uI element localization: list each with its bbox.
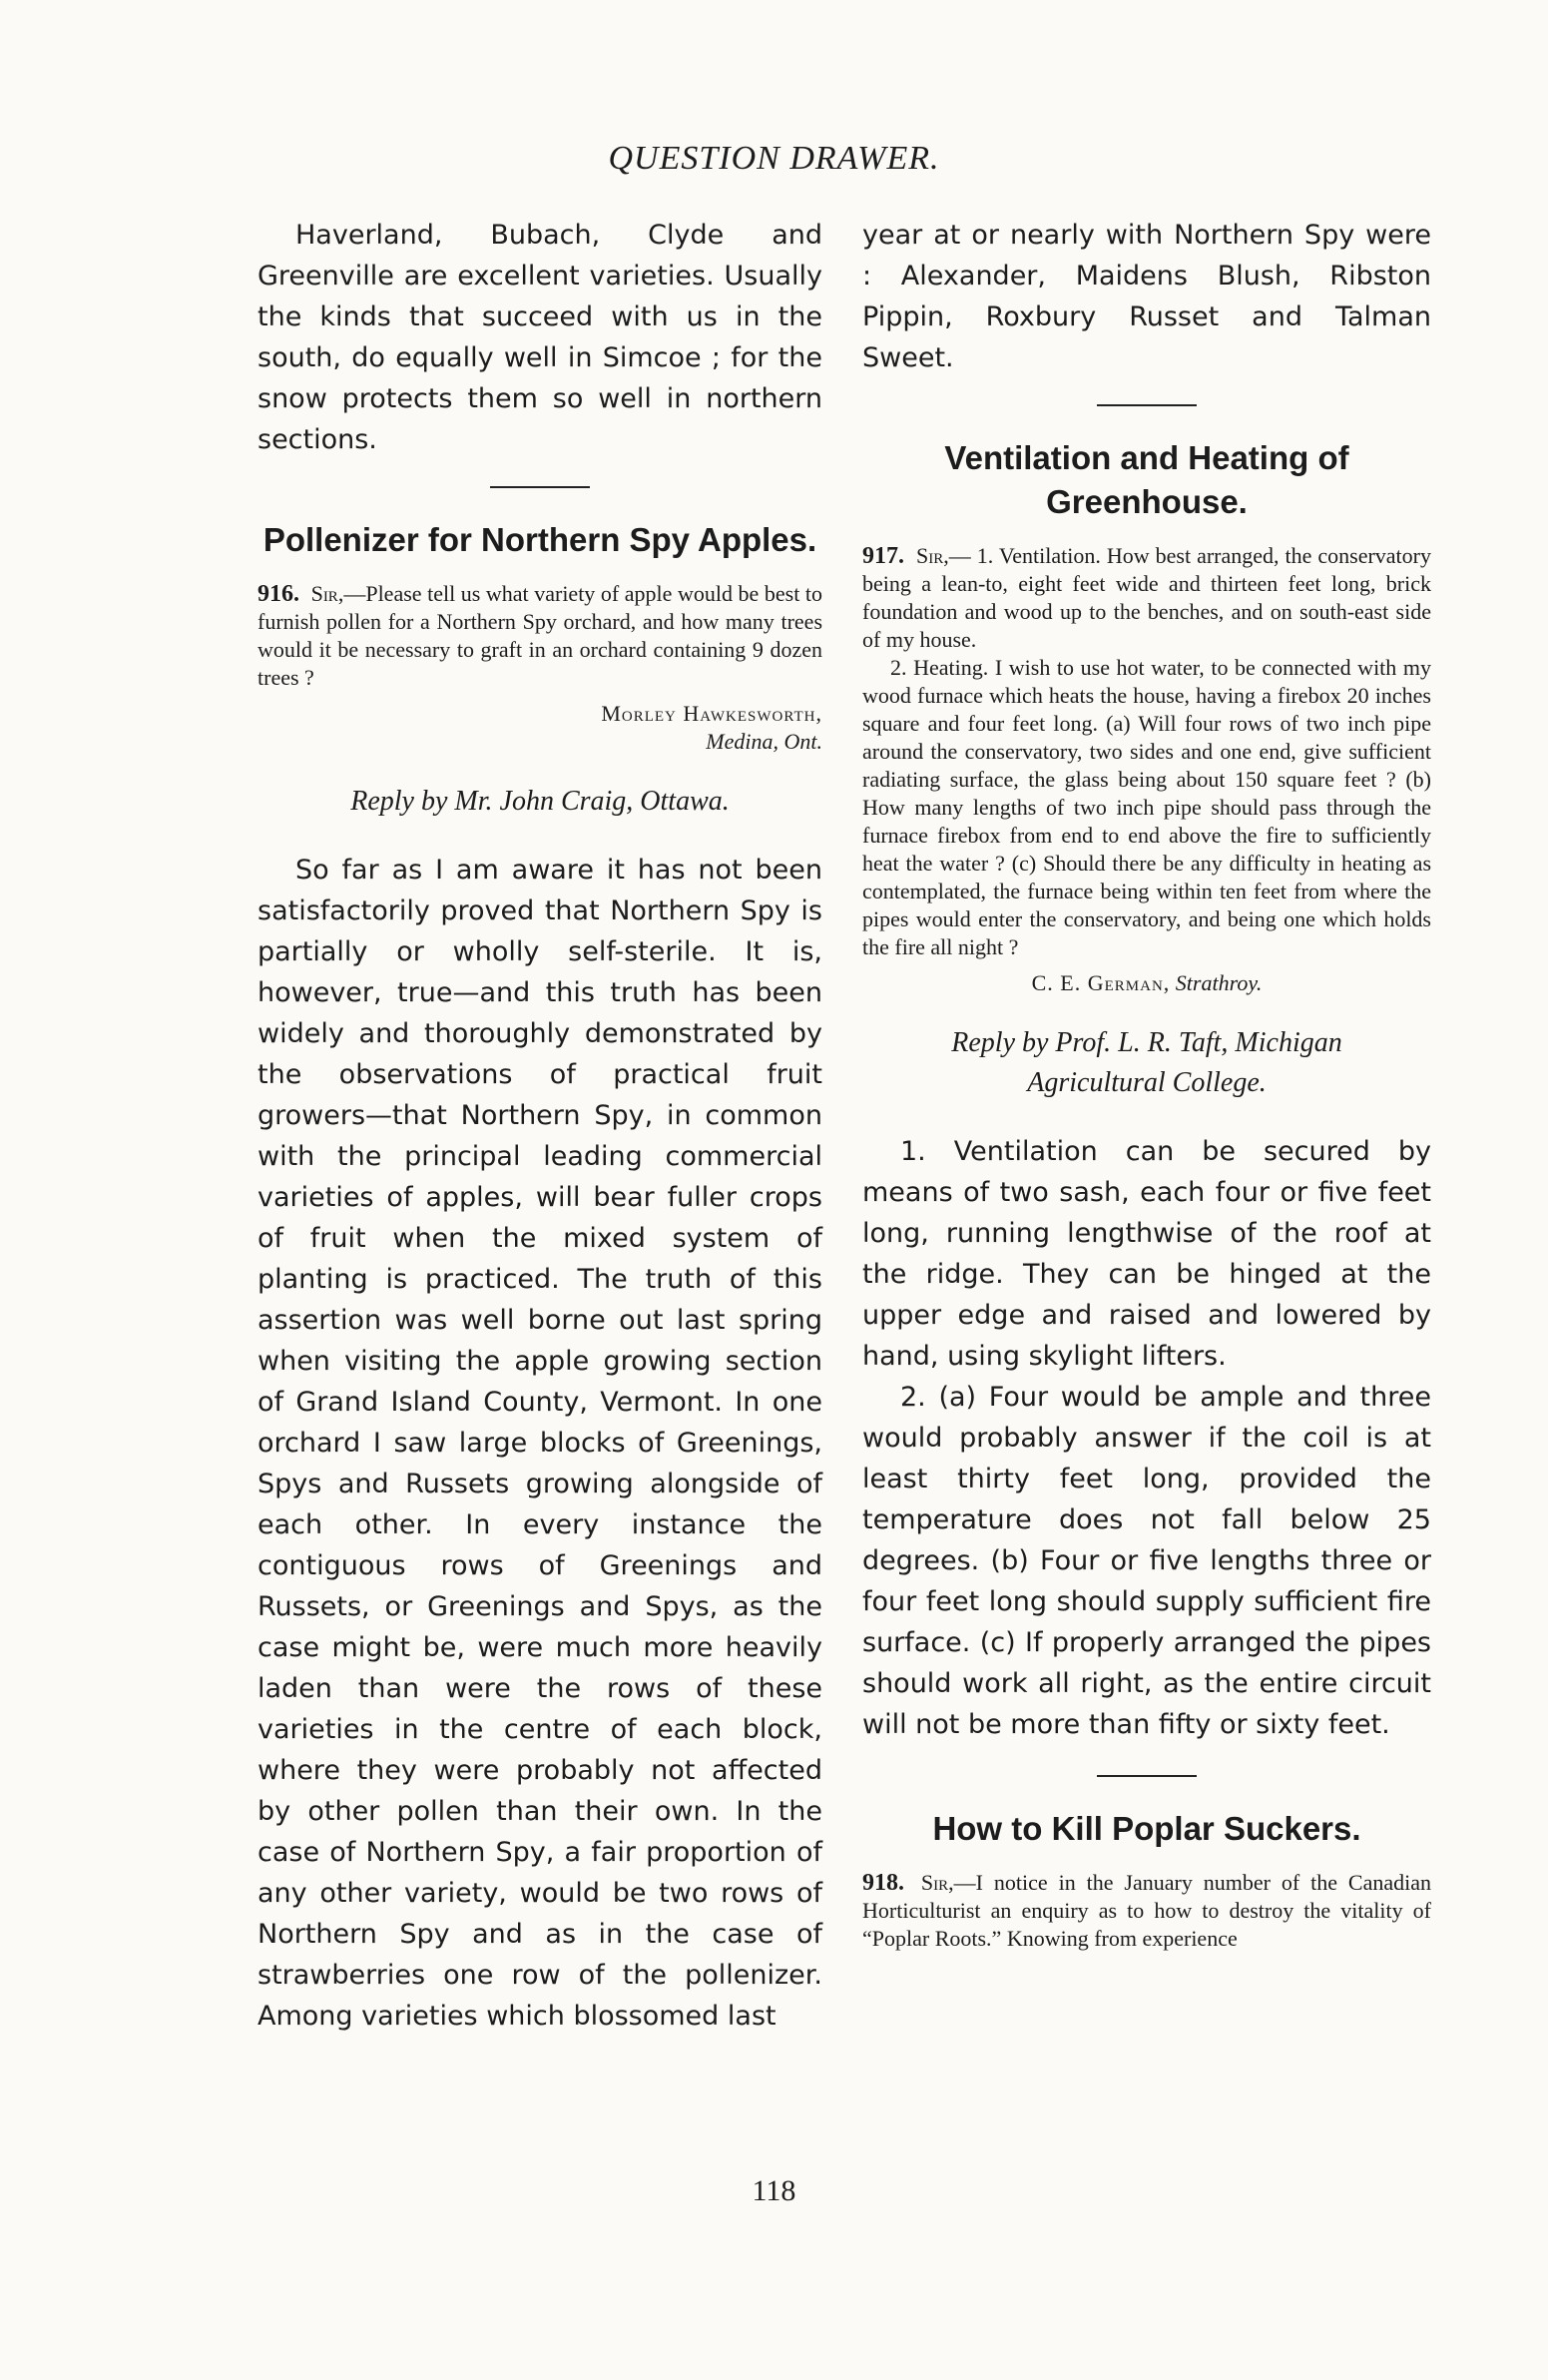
q918-salutation: Sir, [920,1870,954,1895]
section-divider [1097,1775,1197,1777]
q916-reply-paragraph: So far as I am aware it has not been satisfactorily proved that Northern Spy is partially or wholly self-sterile. It is, however, true—and this truth has been widely and thoroughly demonstrated by the observations of practical fruit growers—that Northern Spy, in common with the principal leading commercial varieties of apples, will bear fuller crops of fruit when the mixed system of planting is practiced. The truth of this assertion was well borne out last spring when visiting the apple growing section of Grand Island County, Vermont. In one orchard I saw large blocks of Greenings, Spys and Russets growing alongside of each other. In every instance the contiguous rows of Greenings and Russets, or Greenings and Spys, as the case might be, were much more heavily laden than were the rows of these varieties in the centre of each block, where they were probably not affected by other pollen than their own. In the case of Northern Spy, a fair proportion of any other variety, would be two rows of Northern Spy and as in the case of strawberries one row of the pollenizer. Among varieties which blossomed last [258,855,822,2032]
q916-salutation: Sir, [310,581,344,606]
q917-reply-para1: 1. Ventilation can be secured by means of two sash, each four or five feet long, running lengthwise of the roof at the ridge. They can be hinged at the upper edge and raised and lowered by hand, using skylight lifters. [862,1136,1431,1372]
section-divider [490,486,590,488]
q917-signature-name: C. E. German, [1031,970,1171,995]
q917-letter-part2: 2. Heating. I wish to use hot water, to be connected with my wood furnace which heats the house, having a firebox 20 inches square and four feet long. (a) Will four rows of two inch pipe around the conservatory, two sides and one end, give sufficient radiating surface, the glass being about 150 square feet ? (b) How many lengths of two inch pipe should pass through the furnace firebox from end to end above the fire to sufficiently heat the water ? (c) Should there be any difficulty in heating as contemplated, the furnace being within ten feet from where the pipes would enter the conservatory, and being one which holds the fire all night ? [862,655,1431,959]
q917-signature [862,969,1431,997]
q916-letter-text: —Please tell us what variety of apple would be best to furnish pollen for a Northern Spy orchard, and how many trees would it be necessary to graft in an orchard containing 9 dozen trees ? [258,581,823,690]
q916-signature-name: Morley Hawkesworth, [601,701,822,726]
q917-signature-place: Strathroy. [1175,970,1263,995]
q918-letter-text: —I notice in the January number of the Canadian Horticulturist an enquiry as to how to destroy the vitality of “Poplar Roots.” Knowing from experience [862,1870,1431,1951]
continued-paragraph: year at or nearly with Northern Spy were : Alexander, Maidens Blush, Ribston Pippin, Roxbury Russet and Talman Sweet. [862,220,1431,373]
q917-reply-para2: 2. (a) Four would be ample and three would probably answer if the coil is at least thirty feet long, provided the temperature does not fall below 25 degrees. (b) Four or five lengths three or four feet long should supply sufficient fire surface. (c) If properly arranged the pipes should work all right, as the entire circuit will not be more than fifty or sixty feet. [862,1382,1431,1740]
section-divider [1097,404,1197,406]
q916-signature-place: Medina, Ont. [706,729,822,754]
intro-paragraph: Haverland, Bubach, Clyde and Greenville are excellent varieties. Usually the kinds that succeed with us in the south, do equally well in Simcoe ; for the snow protects them so well in northern sections. [258,220,822,455]
q916-signature [258,700,822,756]
q916-number: 916. [258,581,299,607]
q917-reply-heading-line1: Reply by Prof. L. R. Taft, Michigan [951,1027,1342,1058]
q917-salutation: Sir, [916,543,949,568]
page-number: 118 [752,2174,796,2207]
q917-number: 917. [862,543,904,569]
q917-reply-heading-line2: Agricultural College. [1027,1067,1267,1098]
running-title: QUESTION DRAWER. [608,140,940,177]
right-column [862,215,1431,1953]
q916-reply-heading: Reply by Mr. John Craig, Ottawa. [350,786,730,817]
q917-reply-heading [862,1023,1431,1103]
q917-title: Ventilation and Heating of Greenhouse. [944,439,1349,520]
q917-letter-part1 [862,542,1431,654]
q918-number: 918. [862,1870,904,1896]
q918-title: How to Kill Poplar Suckers. [932,1810,1361,1847]
q916-letter [258,580,822,692]
q916-title: Pollenizer for Northern Spy Apples. [262,521,817,558]
q917-letter-text1: — 1. Ventilation. How best arranged, the conservatory being a lean-to, eight feet wide and thirteen feet long, brick foundation and wood up to the benches, and on south-east side of my house. [862,543,1431,652]
left-column [258,215,822,2037]
q918-letter [862,1869,1431,1953]
